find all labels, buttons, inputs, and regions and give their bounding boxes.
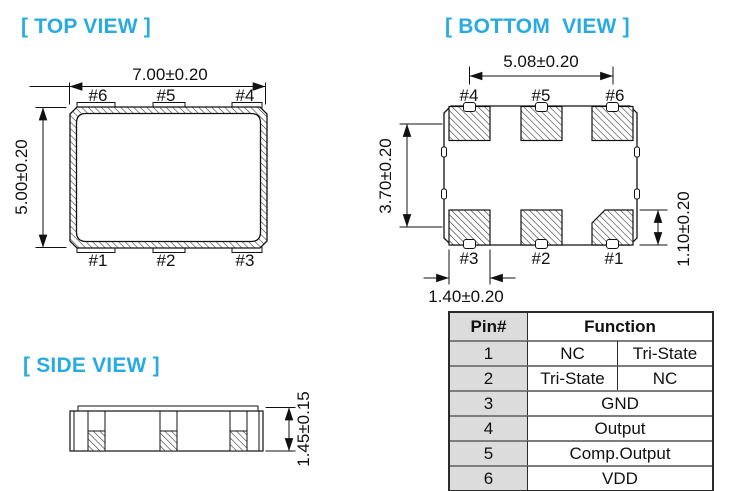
- side-view-height-label: 1.45±0.15: [294, 391, 313, 467]
- side-view-drawing: [70, 391, 313, 467]
- table-row: [450, 440, 712, 465]
- bottom-view-pin-label: #2: [531, 249, 551, 268]
- bottom-view-pad-width-label: 1.40±0.20: [428, 287, 504, 306]
- table-row: [450, 365, 712, 390]
- function-cell: VDD: [528, 465, 712, 490]
- pin-column-header: Pin#: [450, 313, 528, 340]
- top-view-height-dimension: [36, 108, 66, 248]
- bottom-view-pad-height-label: 1.10±0.20: [674, 191, 693, 267]
- table-row: [450, 465, 712, 490]
- function-cell: Tri-State: [528, 365, 618, 390]
- top-view-pin-label: #6: [88, 86, 108, 105]
- top-view-pin-label: #3: [235, 251, 255, 270]
- function-cell: Tri-State: [618, 340, 712, 365]
- pin-cell: 4: [450, 415, 528, 440]
- pin-cell: 5: [450, 440, 528, 465]
- top-view-height-label: 5.00±0.20: [12, 139, 31, 215]
- bottom-view-drawing: [376, 52, 693, 306]
- function-cell: GND: [528, 390, 712, 415]
- table-row: [450, 415, 712, 440]
- table-row: [450, 340, 712, 365]
- bottom-view-pin-label: #6: [605, 86, 625, 105]
- pin-cell: 6: [450, 465, 528, 490]
- function-cell: Comp.Output: [528, 440, 712, 465]
- function-cell: NC: [618, 365, 712, 390]
- pin-cell: 3: [450, 390, 528, 415]
- pin-cell: 1: [450, 340, 528, 365]
- top-view-castellations: [77, 103, 262, 253]
- function-cell: Output: [528, 415, 712, 440]
- top-view-pin-label: #1: [88, 251, 108, 270]
- top-view-width-dimension: [30, 83, 266, 104]
- top-view-pin-label: #4: [235, 86, 255, 105]
- bottom-view-title: [ BOTTOM VIEW ]: [445, 15, 630, 38]
- bottom-view-span-label: 5.08±0.20: [503, 52, 579, 71]
- side-view-height-dimension: [266, 408, 295, 452]
- pin-cell: 2: [450, 365, 528, 390]
- top-view-width-label: 7.00±0.20: [132, 65, 208, 84]
- top-view-title: [ TOP VIEW ]: [21, 15, 151, 38]
- bottom-view-pitch-dimension: [400, 124, 442, 227]
- bottom-view-pin-label: #4: [459, 86, 479, 105]
- function-cell: NC: [528, 340, 618, 365]
- bottom-view-pad-height-dimension: [640, 210, 667, 245]
- bottom-view-pin-label: #1: [604, 249, 624, 268]
- top-view-pin-label: #5: [156, 86, 176, 105]
- top-view-body: [70, 107, 267, 248]
- bottom-view-pin-label: #5: [531, 86, 551, 105]
- top-view-pin-label: #2: [156, 251, 176, 270]
- table-row: [450, 390, 712, 415]
- side-view-lid: [78, 406, 258, 411]
- bottom-view-pitch-label: 3.70±0.20: [376, 138, 395, 214]
- top-view-drawing: [12, 65, 267, 270]
- pin-function-table: [448, 311, 714, 491]
- side-view-title: [ SIDE VIEW ]: [23, 354, 160, 377]
- function-column-header: Function: [584, 317, 656, 336]
- table-header-row: [450, 313, 712, 340]
- bottom-view-pin-label: #3: [459, 249, 479, 268]
